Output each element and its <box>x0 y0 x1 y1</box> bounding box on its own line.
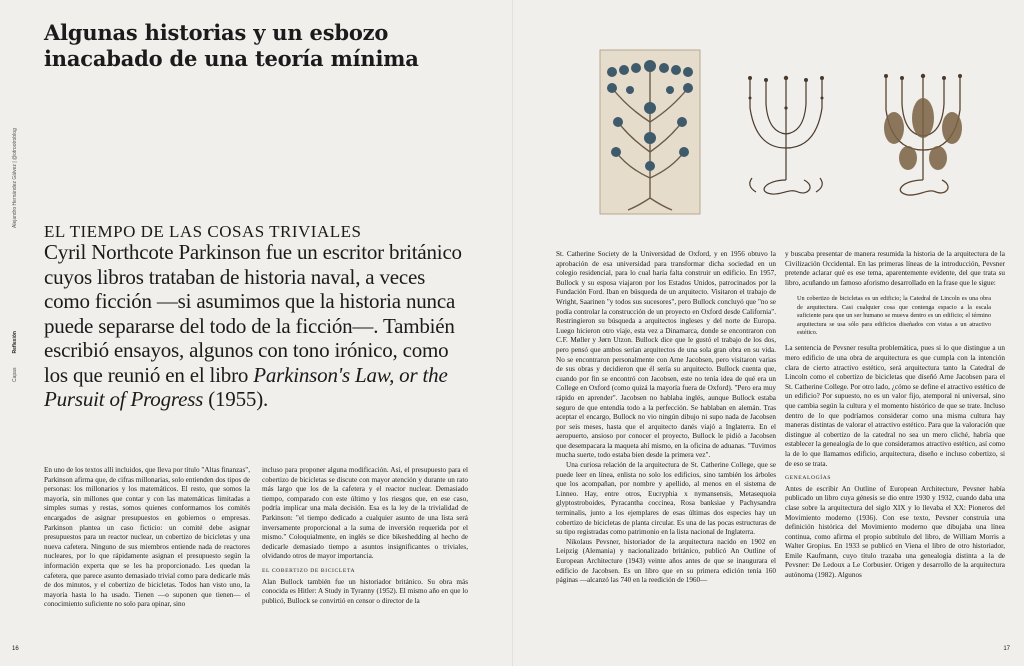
page-number-left: 16 <box>12 646 19 652</box>
body-paragraph: Antes de escribir An Outline of European Architecture, Pevsner había publicado un libro cuya génesis se dio entre 1930 y 1932, cuando daba una clase sobre la arquitectura del siglo XIX y lo llevaba el XX: Pioneros del Movimiento moderno (1936). Con ese texto, Pevsner construía una definición histórica del Movimiento moderno que dibujaba una línea continua, como afirma el propio subtítulo del libro, de William Morris a Walter Gropius. En 1933 se publicó en Viena el libro de otro historiador, Emile Kaufmann, cuyo título trazaba una genealogía distinta a la de Pevsner: De Ledoux a Le Corbusier. Origen y desarrollo de la arquitectura autónoma (1982). Algunos <box>785 484 1005 580</box>
body-column-4 <box>785 250 1005 581</box>
title-line-1: Algunas historias y un esbozo <box>44 20 389 45</box>
block-quote: Un cobertizo de bicicletas es un edificio; la Catedral de Lincoln es una obra de arquitectura. Casi cualquier cosa que contenga espacio a la escala suficiente para que un ser humano se mueva dentro es un edificio; el término arquitectura se usa sólo para edificios diseñados con vistas a un atractivo estético. <box>797 295 991 336</box>
body-paragraph: y buscaba presentar de manera resumida la historia de la arquitectura de la Civilización Occidental. En las primeras líneas de la introducción, Pevsner pretende aclarar qué es ese tema, aparentemente evidente, del que trata su libro, acuñando un famoso aforismo desarrollado en la frase que le sigue: <box>785 250 1005 287</box>
section-category: Capas <box>12 367 18 382</box>
body-column-1 <box>44 466 250 610</box>
article-title <box>44 20 464 72</box>
page-gutter <box>512 0 513 666</box>
title-line-2: inacabado de una teoría mínima <box>44 46 419 71</box>
body-paragraph: Una curiosa relación de la arquitectura de St. Catherine College, que se puede leer en línea, enlista no solo los edificios, sino también los árboles que los acompañan, por nombre y apellido, al menos en el sistema de Linneo. Hay, entre otros, Eucryphia x nymansensis, Metasequoia glyptostroboides, Pyracantha coccinea, Rosa banksiae y Pachysandra terminalis, junto a los ejemplares de esas últimas dos especies hay un cobertizo de bicicletas de planta circular. Es una de las pocas estructuras de su tipo registradas como patrimonio en la lista nacional de Inglaterra. <box>556 461 776 537</box>
body-paragraph: En uno de los textos allí incluidos, que lleva por título "Altas finanzas", Parkinson afirma que, de cifras millonarias, solo entienden dos tipos de personas: los millonarios y los matemáticos. El resto, que somos la mayoría, sin millones que contar y con las matemáticas limitadas a simples sumas y restas, somos quienes conformamos los comités encargados de asignar presupuestos en gobiernos o empresas. Parkinson plantea un caso ficticio: un comité debe asignar presupuestos para un reactor nuclear, un cobertizo de bicicletas y una nueva cafetera. Ninguno de sus miembros entiende nada de reactores nucleares, por lo que rápidamente asignan el presupuesto según la información experta que se les ha proporcionado. Les quedan la cafetera, que parece asunto demasiado trivial como para dedicarle más de dos minutos, y el cobertizo de bicicletas. Todos han visto uno, la mayoría hasta lo ha usado. Tienen —o suponen que tienen— el conocimiento suficiente no solo para opinar, sino <box>44 466 250 609</box>
candelabra-tree-engraving-2 <box>870 68 976 198</box>
body-paragraph: incluso para proponer alguna modificación. Así, el presupuesto para el cobertizo de bicicletas se discute con mayor atención y durante un rato más largo que los de la cafetera y el reactor nuclear. Demasiado tiempo, comparado con este último y los riesgos que, en ese caso, podría implicar una mala decisión. Esa es la ley de la trivialidad de Parkinson: "el tiempo dedicado a cualquier asunto de una lista será inversamente proporcional a la suma de inversión requerida por el mismo." Coloquialmente, en inglés se dice bikeshedding al hecho de dedicarle demasiado tiempo a asuntos insignificantes o triviales, olvidando otros de mayor importancia. <box>262 466 468 561</box>
author-credit: Alejandro Hernández Gálvez | @otrootroblog <box>12 128 18 228</box>
body-paragraph: Alan Bullock también fue un historiador británico. Su obra más conocida es Hitler: A Study in Tyranny (1952). El mismo año en que lo publicó, Bullock se convirtió en censor o director de la <box>262 577 468 605</box>
body-column-3 <box>556 250 776 586</box>
section-label <box>12 331 18 382</box>
family-tree-engraving <box>598 48 702 218</box>
section-name: Reflexión <box>12 331 18 354</box>
lede-text-start: Cyril Northcote Parkinson fue un escritor británico cuyos libros trataban de historia naval, a veces como ficción —si asumimos que la historia nunca puede separarse del todo de la ficción—. También escribió ensayos, algunos con tono irónico, como los que reunió en el libro <box>44 240 462 387</box>
body-paragraph: Nikolaus Pevsner, historiador de la arquitectura nacido en 1902 en Leipzig (Alemania) y nacionalizado británico, publicó An Outline of European Architecture (1943) veinte años antes de que se inaugurara el edificio de Jacobsen. Es un libro que en su primera edición tenía 160 páginas —alcanzó las 740 en la reedición de 1960— <box>556 537 776 585</box>
subheading: GENEALOGÍAS <box>785 475 832 482</box>
page-number-right: 17 <box>1003 646 1010 652</box>
subheading: EL COBERTIZO DE BICICLETA <box>262 567 356 574</box>
lede-paragraph <box>44 240 474 412</box>
body-paragraph: St. Catherine Society de la Universidad de Oxford, y en 1956 obtuvo la aprobación de esa universidad para transformar dicha sociedad en un colegio residencial, para lo cual haría falta construir un edificio. En 1957, Bullock y su esposa viajaron por los Estados Unidos, patrocinados por la Fundación Ford. Iban en búsqueda de un arquitecto. Visitaron el trabajo de Wright, Saarinen "y todos sus sucesores", pero Bullock concluyó que "no se podía controlar la construcción de un proyecto en Oxford desde California". Restringieron su búsqueda a arquitectos ingleses y del norte de Europa. Luego hicieron otro viaje, esta vez a Dinamarca, donde se encontraron con C.F. Møller y Jørn Utzon. Bullock dice que le gustó el trabajo de los dos, pero pensó que ambos serían arquitectos de una sola gran obra en su vida. No se encontraron personalmente con Arne Jacobsen, pero visitaron varias de sus obras y decidieron que él sería su arquitecto. Bullock cuenta que, cuando por fin se encontró con Jacobsen, este no tenía idea de qué era un College en Oxford (como quizá la mayoría fuera de Oxford). "Pero era muy rápido en aprender". Jacobsen no hablaba inglés, aunque Bullock estaba seguro de que entendía todo a la perfección. Se hablaban en alemán. Tras aceptar el encargo, Bullock no vio ningún dibujo ni supo nada de Jacobsen por seis meses, hasta que el arquitecto danés viajó a Inglaterra. En el aeropuerto, ansioso por conocer el proyecto, Bullock le pidió a Jacobsen que desempacara la maqueta ahí mismo, en la oficina de aduanas. "Tuvimos mucha suerte, todo estaba bien desde la primera vez". <box>556 250 776 460</box>
lede-book-title: Parkinson's Law, or the Pursuit of Progress <box>44 362 448 411</box>
body-paragraph: La sentencia de Pevsner resulta problemática, pues si lo que distingue a un mero edificio de una obra de arquitectura es que cumpla con la intención clara de cierto atractivo estético, será arquitectura tanto la Catedral de Lincoln como el cobertizo de bicicletas que diseñó Arne Jacobsen para el St. Catherine College. Por otro lado, ¿cómo se define el atractivo estético de un edificio? Por supuesto, no es un valor fijo, atemporal ni universal, sino que cambia según la cultura y el momento histórico de que se trate. Incluso dentro de lo que podríamos considerar como una misma cultura hay maneras distintas de valorar el atractivo estético. Para que la valoración que distingue al cobertizo de la catedral no sea un mero cliché, habría que establecer la genealogía de lo que consideramos atractivo estético, así como la de lo que llamamos edificio, arquitectura, diseño e incluso cobertizo, si de eso se trata. <box>785 344 1005 468</box>
illustrations <box>590 48 1000 218</box>
lede-text-end: (1955). <box>203 387 269 411</box>
section-kicker: EL TIEMPO DE LAS COSAS TRIVIALES <box>44 222 362 241</box>
body-column-2 <box>262 466 468 606</box>
candelabra-tree-engraving-1 <box>736 68 836 198</box>
